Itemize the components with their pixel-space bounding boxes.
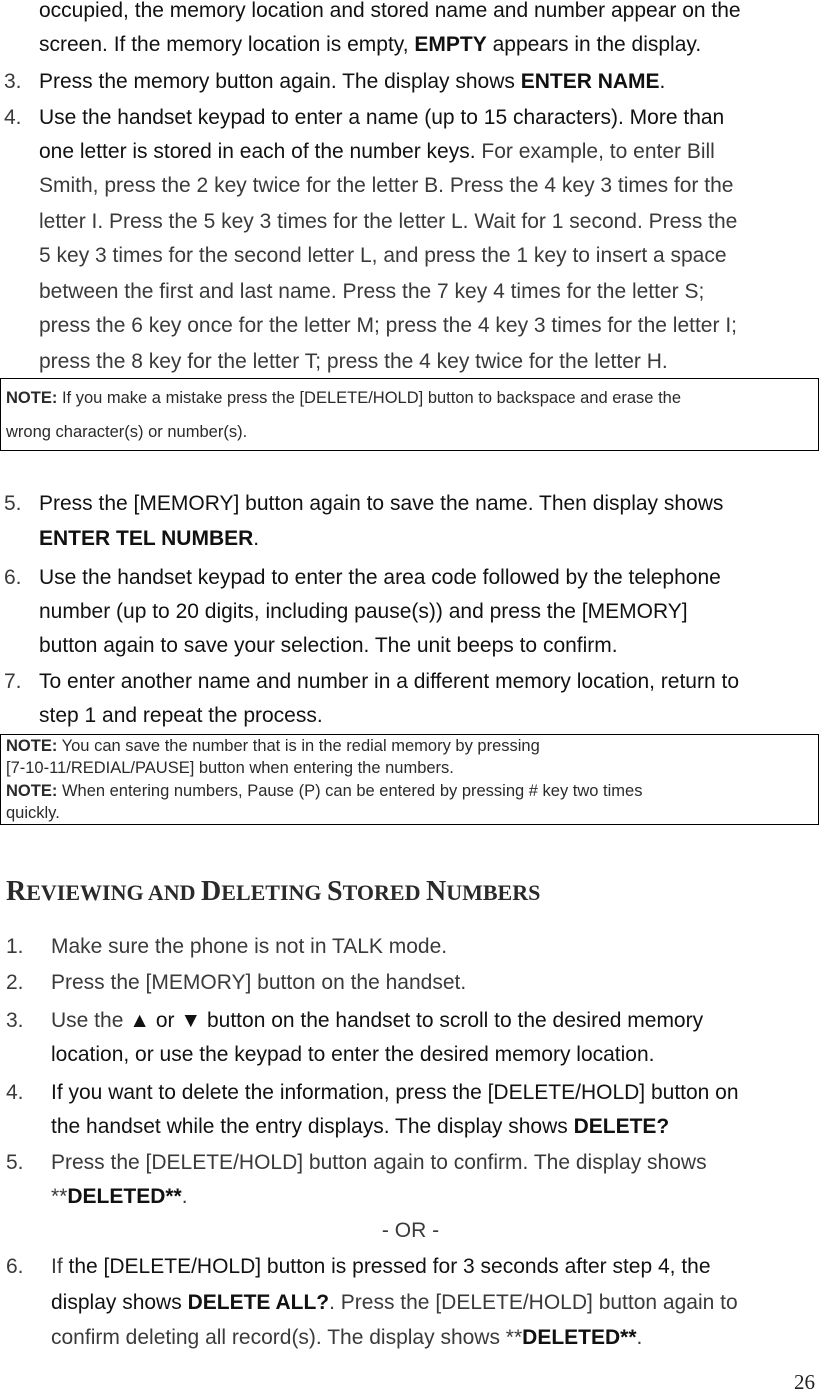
note-text: [7-10-11/REDIAL/PAUSE] button when entering the numbers. [6, 759, 454, 777]
list-item-text [51, 1145, 707, 1181]
list-item-text [51, 1320, 642, 1356]
list-item-text [39, 664, 739, 700]
text-run: Use the handset keypad to enter a name (up to 15 characters). More than [39, 106, 725, 129]
list-item-number: 7. [4, 670, 22, 693]
note-text: When entering numbers, Pause (P) can be entered by pressing # key two times [61, 782, 643, 800]
text-run: For example, to enter Bill [481, 140, 715, 163]
text-run: If you want to delete the information, press the [DELETE/HOLD] button on [51, 1081, 739, 1104]
text-run: Press the [MEMORY] button on the handset. [51, 971, 467, 994]
emphasized-text: DELETED** [522, 1326, 637, 1349]
text-run: Press the [MEMORY] button again to save the name. Then display shows [39, 492, 724, 515]
list-item-number: 6. [6, 1255, 24, 1278]
text-run: Smith, press the 2 key twice for the letter B. Press the 4 key 3 times for the [39, 174, 734, 197]
note-text: You can save the number that is in the redial memory by pressing [61, 737, 540, 755]
emphasized-text: DELETE ALL? [187, 1291, 330, 1314]
list-item-text [39, 698, 323, 734]
text-run: 5 key 3 times for the second letter L, and press the 1 key to insert a space [39, 244, 727, 267]
text-run: Press the memory button again. The display shows [39, 70, 521, 93]
list-item-number: 3. [4, 70, 22, 93]
list-item-text [51, 1179, 188, 1215]
page-number: 26 [794, 1370, 815, 1394]
text-run: the handset while the entry displays. The display shows [51, 1115, 574, 1138]
text-run: or [150, 1009, 181, 1032]
heading-text-run: S [327, 876, 343, 907]
note-label: NOTE: [6, 782, 58, 800]
text-run: ** [51, 1185, 68, 1208]
note-box-redial [0, 734, 819, 825]
text-run: Use the [51, 1009, 130, 1032]
list-item-text [39, 134, 715, 170]
text-run: appears in the display. [486, 33, 702, 56]
note-box-mistake [0, 378, 819, 451]
list-item-text [39, 238, 727, 274]
heading-text-run: N [425, 876, 447, 907]
text-run: one letter is stored in each of the number keys. [39, 140, 482, 163]
text-run: button on the handset to scroll to the desired memory [201, 1009, 704, 1032]
list-item-text [51, 1109, 669, 1145]
list-item-text [51, 965, 466, 1001]
text-run: . [659, 70, 666, 93]
note-text: If you make a mistake press the [DELETE/HOLD] button to backspace and erase the [61, 389, 682, 407]
list-item-text [39, 27, 701, 63]
list-item-text [39, 0, 741, 29]
list-item-text [39, 168, 733, 204]
list-item-text [39, 274, 704, 310]
list-item-text [39, 204, 737, 240]
heading-text-run: ELETING [221, 880, 328, 905]
list-item-text [51, 1249, 711, 1285]
note-text: wrong character(s) or number(s). [6, 423, 248, 441]
text-run: ▼ [180, 1009, 202, 1032]
emphasized-text: ENTER TEL NUMBER [39, 527, 254, 550]
note-label: NOTE: [6, 389, 58, 407]
text-run: the [DELETE/HOLD] button is pressed for 3 seconds after step 4, the [68, 1255, 711, 1278]
text-run: Press the [DELETE/HOLD] button again to confirm. The display shows [51, 1151, 707, 1174]
list-item-text [39, 628, 618, 664]
text-run: To enter another name and number in a different memory location, return to [39, 670, 740, 693]
list-item-number: 4. [6, 1081, 24, 1104]
list-item-text [39, 521, 259, 557]
list-item-text [51, 1075, 739, 1111]
text-run: number (up to 20 digits, including pause(s)) and press the [MEMORY] [39, 600, 688, 623]
text-run: . [181, 1185, 188, 1208]
text-run: If [51, 1255, 69, 1278]
text-run: press the 6 key once for the letter M; press the 4 key 3 times for the letter I; [39, 314, 737, 337]
list-item-text [51, 1037, 655, 1073]
text-run: step 1 and repeat the process. [39, 704, 323, 727]
text-run: press the 8 key for the letter T; press the 4 key twice for the letter H. [39, 350, 668, 373]
note-label: NOTE: [6, 737, 58, 755]
text-run: location, or use the keypad to enter the desired memory location. [51, 1043, 655, 1066]
list-item-text [39, 64, 665, 100]
list-item-text [51, 1285, 738, 1321]
list-item-text [51, 929, 447, 965]
list-item-text [39, 560, 721, 596]
heading-text-run: D [201, 876, 222, 907]
list-item-number: 6. [4, 566, 22, 589]
text-run: occupied, the memory location and stored name and number appear on the [39, 0, 741, 22]
list-item-text [39, 344, 668, 380]
text-run: button again to save your selection. The unit beeps to confirm. [39, 634, 618, 657]
heading-text-run: TORED [342, 880, 426, 905]
list-item-text [39, 308, 737, 344]
list-item-text [39, 486, 723, 522]
text-run: Use the handset keypad to enter the area code followed by the telephone [39, 566, 721, 589]
text-run: screen. If the memory location is empty, [39, 33, 415, 56]
emphasized-text: EMPTY [414, 33, 487, 56]
list-item-number: 4. [4, 106, 22, 129]
emphasized-text: ENTER NAME [520, 70, 660, 93]
heading-text-run: EVIEWING AND [26, 880, 202, 905]
emphasized-text: DELETED** [67, 1185, 182, 1208]
heading-text-run: UMBERS [446, 880, 541, 905]
text-run: confirm deleting all record(s). The display shows ** [51, 1326, 523, 1349]
list-item-number: 1. [6, 935, 24, 958]
text-run: ▲ [129, 1009, 151, 1032]
text-run: letter I. Press the 5 key 3 times for the letter L. Wait for 1 second. Press the [39, 210, 738, 233]
text-run: . [636, 1326, 643, 1349]
list-item-text [51, 1003, 703, 1039]
list-item-number: 5. [4, 492, 22, 515]
emphasized-text: DELETE? [573, 1115, 670, 1138]
list-item-text [39, 594, 688, 630]
heading-text-run: R [6, 876, 27, 907]
note-text: quickly. [6, 804, 60, 822]
text-run: . [253, 527, 260, 550]
list-item-number: 2. [6, 971, 24, 994]
text-run: display shows [51, 1291, 188, 1314]
section-heading [6, 876, 540, 908]
list-item-number: 3. [6, 1009, 24, 1032]
or-separator: - OR - [381, 1219, 440, 1242]
text-run: . Press the [DELETE/HOLD] button again to [329, 1291, 738, 1314]
text-run: between the first and last name. Press the 7 key 4 times for the letter S; [39, 280, 705, 303]
text-run: Make sure the phone is not in TALK mode. [51, 935, 448, 958]
list-item-text [39, 100, 724, 136]
list-item-number: 5. [6, 1151, 24, 1174]
